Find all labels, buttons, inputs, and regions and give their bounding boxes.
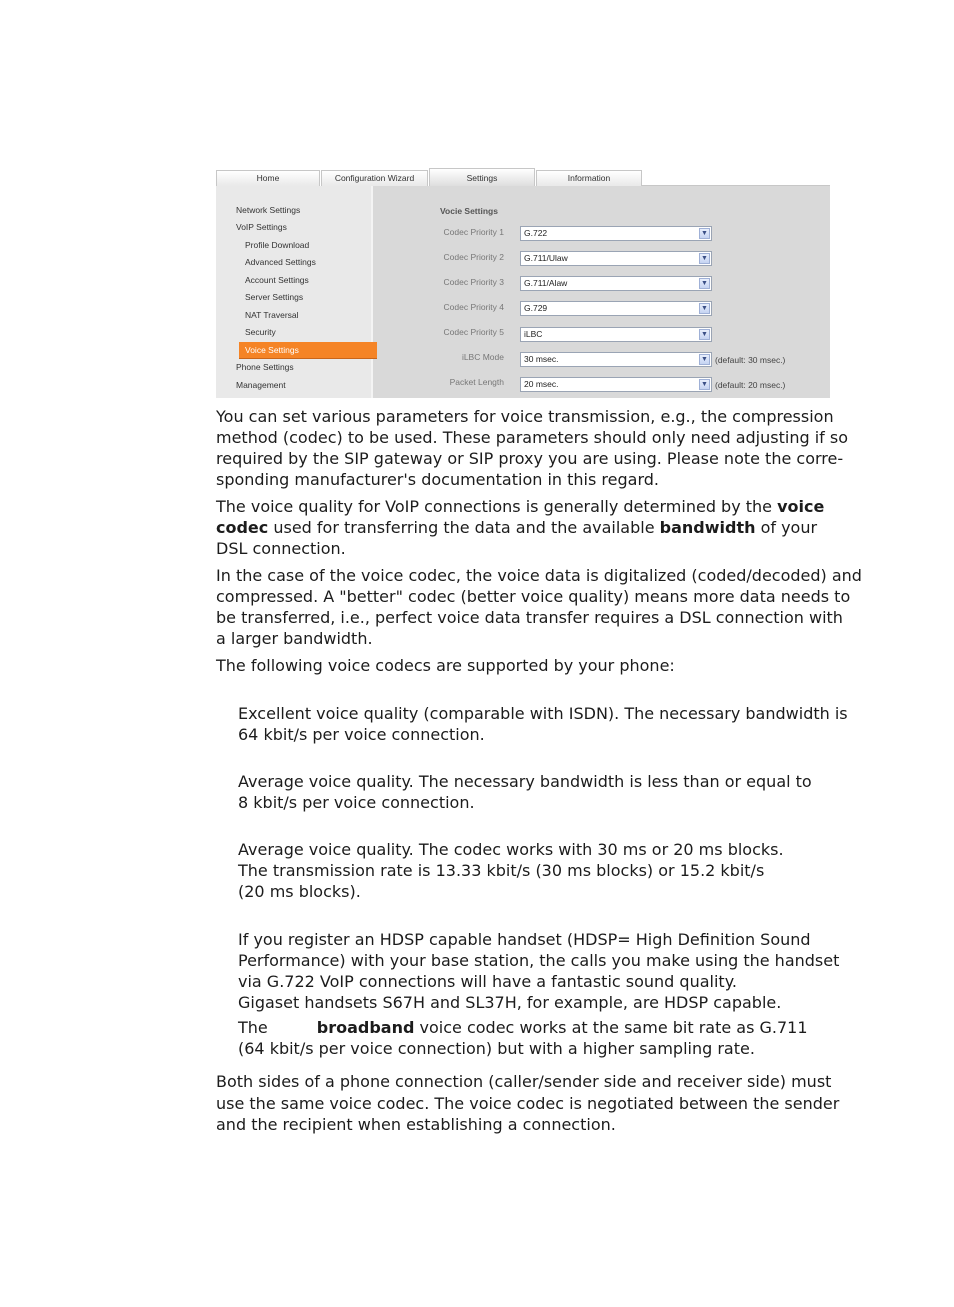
paragraph-line: You can set various parameters for voice transmission, e.g., the compression (216, 407, 834, 426)
select-value: G.722 (524, 228, 548, 238)
paragraph-line: be transferred, i.e., perfect voice data transfer requires a DSL connection with (216, 608, 843, 627)
select-value: 20 msec. (524, 379, 559, 389)
codec-priority-4-label: Codec Priority 4 (443, 302, 504, 312)
paragraph-line: required by the SIP gateway or SIP proxy you are using. Please note the corre- (216, 449, 844, 468)
tab-bar (216, 168, 830, 186)
codec-priority-1-select[interactable] (520, 226, 712, 241)
tab-information[interactable]: Information (536, 170, 642, 186)
paragraph-line: The following voice codecs are supported by your phone: (216, 656, 675, 675)
codec-description-line: Excellent voice quality (comparable with ISDN). The necessary bandwidth is (238, 704, 848, 723)
chevron-down-icon: ▼ (699, 253, 710, 264)
bold-term-bandwidth: bandwidth (659, 518, 756, 537)
chevron-down-icon: ▼ (699, 379, 710, 390)
bold-term-codec: codec (216, 518, 269, 537)
codec-description-line: If you register an HDSP capable handset (HDSP= High Definition Sound (238, 930, 811, 949)
sidebar-item-voip-settings[interactable]: VoIP Settings (236, 222, 287, 232)
sidebar-item-management[interactable]: Management (236, 380, 286, 390)
codec-description-line: The transmission rate is 13.33 kbit/s (30 ms blocks) or 15.2 kbit/s (238, 861, 765, 880)
codec-description-line: Average voice quality. The necessary bandwidth is less than or equal to (238, 772, 812, 791)
sidebar-item-security[interactable]: Security (245, 327, 276, 337)
bold-term-voice: voice (777, 497, 825, 516)
settings-panel (216, 186, 830, 398)
codec-priority-5-label: Codec Priority 5 (443, 327, 504, 337)
chevron-down-icon: ▼ (699, 278, 710, 289)
codec-priority-3-select[interactable] (520, 276, 712, 291)
config-screenshot (216, 168, 830, 398)
ilbc-mode-select[interactable] (520, 352, 712, 367)
codec-priority-1-label: Codec Priority 1 (443, 227, 504, 237)
bold-term-broadband: broadband (316, 1018, 415, 1037)
paragraph-line: DSL connection. (216, 539, 346, 558)
select-value: G.711/Alaw (524, 278, 568, 288)
codec-description-line: Average voice quality. The codec works with 30 ms or 20 ms blocks. (238, 840, 784, 859)
packet-length-label: Packet Length (449, 377, 504, 387)
chevron-down-icon: ▼ (699, 354, 710, 365)
paragraph-line: method (codec) to be used. These parameters should only need adjusting if so (216, 428, 848, 447)
sidebar-item-advanced-settings[interactable]: Advanced Settings (245, 257, 316, 267)
tab-configuration-wizard[interactable]: Configuration Wizard (321, 170, 428, 186)
ilbc-mode-default-note: (default: 30 msec.) (715, 355, 786, 365)
ilbc-mode-label: iLBC Mode (461, 352, 504, 362)
select-value: iLBC (524, 329, 543, 339)
chevron-down-icon: ▼ (699, 228, 710, 239)
codec-priority-4-select[interactable] (520, 301, 712, 316)
paragraph-line (216, 496, 824, 517)
paragraph-line (216, 517, 817, 538)
sidebar-item-network-settings[interactable]: Network Settings (236, 205, 301, 215)
sidebar-item-voice-settings[interactable]: Voice Settings (239, 342, 377, 359)
sidebar-item-phone-settings[interactable]: Phone Settings (236, 362, 294, 372)
chevron-down-icon: ▼ (699, 329, 710, 340)
codec-description-line: Performance) with your base station, the calls you make using the handset (238, 951, 840, 970)
text-run: of your (755, 518, 818, 537)
codec-description-line: 64 kbit/s per voice connection. (238, 725, 485, 744)
text-run: The (238, 1018, 268, 1037)
paragraph-line: compressed. A "better" codec (better voice quality) means more data needs to (216, 587, 851, 606)
select-value: G.711/Ulaw (524, 253, 568, 263)
paragraph-line: In the case of the voice codec, the voice data is digitalized (coded/decoded) and (216, 566, 862, 585)
paragraph-line: use the same voice codec. The voice codec is negotiated between the sender (216, 1094, 840, 1113)
codec-priority-3-label: Codec Priority 3 (443, 277, 504, 287)
sidebar-item-server-settings[interactable]: Server Settings (245, 292, 304, 302)
sidebar (216, 186, 373, 398)
paragraph-line: Both sides of a phone connection (caller/sender side and receiver side) must (216, 1072, 832, 1091)
paragraph-line: and the recipient when establishing a connection. (216, 1115, 616, 1134)
codec-description-line: (64 kbit/s per voice connection) but with a higher sampling rate. (238, 1039, 755, 1058)
tab-home[interactable]: Home (216, 170, 320, 186)
tab-settings[interactable]: Settings (429, 168, 535, 186)
sidebar-item-nat-traversal[interactable]: NAT Traversal (245, 310, 299, 320)
sidebar-item-account-settings[interactable]: Account Settings (245, 275, 309, 285)
codec-priority-2-select[interactable] (520, 251, 712, 266)
packet-length-default-note: (default: 20 msec.) (715, 380, 786, 390)
codec-description-line: 8 kbit/s per voice connection. (238, 793, 475, 812)
codec-priority-2-label: Codec Priority 2 (443, 252, 504, 262)
form-title: Vocie Settings (440, 206, 498, 216)
codec-priority-5-select[interactable] (520, 327, 712, 342)
select-value: G.729 (524, 303, 548, 313)
text-run: used for transferring the data and the available (268, 518, 660, 537)
text-run: The voice quality for VoIP connections is generally determined by the (216, 497, 778, 516)
text-run: voice codec works at the same bit rate as G.711 (414, 1018, 808, 1037)
packet-length-select[interactable] (520, 377, 712, 392)
codec-description-line: Gigaset handsets S67H and SL37H, for example, are HDSP capable. (238, 993, 782, 1012)
paragraph-line: a larger bandwidth. (216, 629, 373, 648)
codec-description-line: via G.722 VoIP connections will have a fantastic sound quality. (238, 972, 737, 991)
codec-description-line: (20 ms blocks). (238, 882, 361, 901)
paragraph-line: sponding manufacturer's documentation in this regard. (216, 470, 659, 489)
sidebar-item-profile-download[interactable]: Profile Download (245, 240, 310, 250)
codec-description-line (238, 1017, 808, 1038)
chevron-down-icon: ▼ (699, 303, 710, 314)
select-value: 30 msec. (524, 354, 559, 364)
